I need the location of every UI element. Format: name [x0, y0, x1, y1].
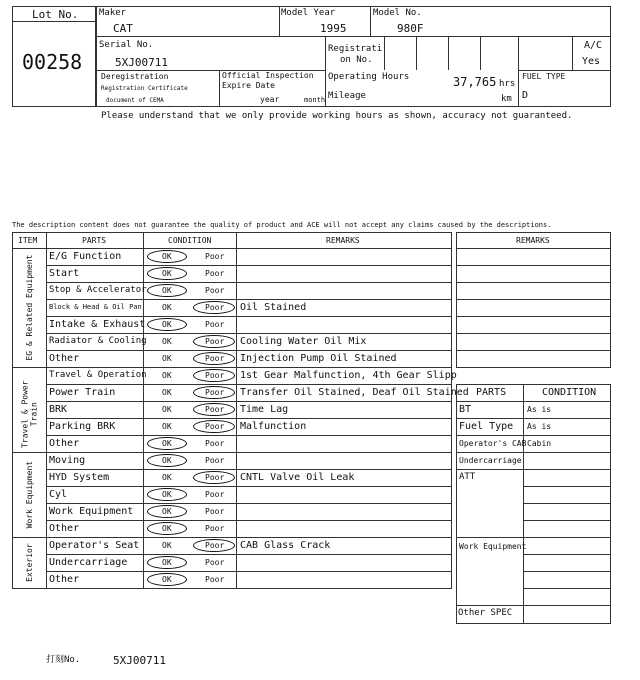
spec-condition-fuel-type: As is — [527, 422, 552, 431]
disclaimer-text: The description content does not guarantee the quality of product and ACE will not accept any claims caused by the descriptions. — [12, 221, 552, 229]
poor-label: Poor — [205, 524, 225, 533]
month-label: month — [304, 96, 326, 104]
registration-label-1: Registrati — [328, 44, 383, 54]
group-label-travel-power-train: Travel & Power Train — [19, 379, 38, 448]
ok-label: OK — [162, 405, 172, 414]
part-other: Other — [49, 438, 80, 449]
part-other: Other — [49, 353, 80, 364]
ok-label: OK — [162, 456, 172, 465]
ok-selected-mark — [147, 522, 187, 535]
ok-label: OK — [162, 303, 172, 312]
maker-label: Maker — [99, 8, 127, 18]
remarks-table-frame — [456, 232, 611, 368]
ok-selected-mark — [147, 454, 187, 467]
mileage-label: Mileage — [328, 91, 366, 101]
part-brk: BRK — [49, 404, 68, 415]
ok-label: OK — [162, 558, 172, 567]
part-intake-exhaust: Intake & Exhaust — [49, 319, 146, 330]
hours-notice: Please understand that we only provide working hours as shown, accuracy not guaranteed. — [101, 111, 573, 121]
operating-hours-value: 37,765 — [453, 75, 497, 89]
poor-label: Poor — [205, 269, 225, 278]
ok-label: OK — [162, 354, 172, 363]
group-label-eg-related-equipment: EG & Related Equipment — [24, 254, 34, 361]
poor-label: Poor — [205, 439, 225, 448]
poor-label: Poor — [205, 473, 225, 482]
poor-label: Poor — [205, 541, 225, 550]
ok-label: OK — [162, 286, 172, 295]
spec-part-bt: BT — [459, 404, 472, 415]
poor-label: Poor — [205, 558, 225, 567]
poor-label: Poor — [205, 320, 225, 329]
stamp-number-label: 打刻No. — [46, 655, 81, 665]
remark-radiator-cooling: Cooling Water Oil Mix — [240, 336, 367, 347]
part-power-train: Power Train — [49, 387, 116, 398]
poor-selected-mark — [193, 301, 235, 314]
ok-selected-mark — [147, 437, 187, 450]
deregistration-label: Deregistration — [101, 72, 169, 81]
spec-part-undercarriage: Undercarriage — [459, 456, 522, 465]
poor-selected-mark — [193, 386, 235, 399]
poor-label: Poor — [205, 337, 225, 346]
spec-part-operators-cab: Operator's CAB — [459, 439, 527, 448]
registration-label-2: on No. — [340, 55, 373, 65]
spec-condition-operators-cab: Cabin — [527, 439, 552, 448]
ok-label: OK — [162, 320, 172, 329]
poor-label: Poor — [205, 354, 225, 363]
ok-label: OK — [162, 337, 172, 346]
ok-label: OK — [162, 269, 172, 278]
ac-value: Yes — [582, 56, 601, 67]
fuel-type-value: D — [522, 90, 529, 101]
ok-label: OK — [162, 388, 172, 397]
part-hyd-system: HYD System — [49, 472, 110, 483]
ok-selected-mark — [147, 250, 187, 263]
part-operator-s-seat: Operator's Seat — [49, 540, 140, 551]
remark-travel-operation: 1st Gear Malfunction, 4th Gear Slipp — [240, 370, 457, 381]
ok-selected-mark — [147, 573, 187, 586]
item-column-header: ITEM — [18, 236, 38, 245]
ok-label: OK — [162, 371, 172, 380]
ok-selected-mark — [147, 488, 187, 501]
stamp-number-value: 5XJ00711 — [113, 654, 166, 667]
registration-certificate-label: Registration Certificate — [101, 85, 188, 92]
remarks2-column-header: REMARKS — [516, 236, 550, 245]
ok-label: OK — [162, 541, 172, 550]
model-year-value: 1995 — [320, 22, 347, 35]
km-unit: km — [501, 94, 512, 104]
remark-power-train: Transfer Oil Stained, Deaf Oil Stained — [240, 387, 469, 398]
part-travel-operation: Travel & Operation — [49, 370, 147, 380]
poor-selected-mark — [193, 403, 235, 416]
part-radiator-cooling: Radiator & Cooling — [49, 336, 147, 346]
poor-selected-mark — [193, 369, 235, 382]
maker-value: CAT — [113, 22, 133, 35]
part-other: Other — [49, 574, 80, 585]
group-label-work-equipment: Work Equipment — [24, 460, 34, 528]
model-no-label: Model No. — [373, 8, 422, 18]
spec-part-fuel-type: Fuel Type — [459, 421, 514, 432]
part-e-g-function: E/G Function — [49, 251, 122, 262]
ok-selected-mark — [147, 556, 187, 569]
remark-hyd-system: CNTL Valve Oil Leak — [240, 472, 355, 483]
part-undercarriage: Undercarriage — [49, 557, 128, 568]
poor-selected-mark — [193, 539, 235, 552]
poor-selected-mark — [193, 335, 235, 348]
poor-label: Poor — [205, 371, 225, 380]
serial-label: Serial No. — [99, 40, 154, 50]
spec-parts-header: PARTS — [476, 387, 507, 398]
part-moving: Moving — [49, 455, 86, 466]
spec-condition-header: CONDITION — [542, 387, 597, 398]
part-parking-brk: Parking BRK — [49, 421, 116, 432]
poor-label: Poor — [205, 575, 225, 584]
inspection-label-2: Expire Date — [222, 81, 275, 90]
poor-selected-mark — [193, 420, 235, 433]
ok-label: OK — [162, 422, 172, 431]
ok-selected-mark — [147, 318, 187, 331]
inspection-label-1: Official Inspection — [222, 71, 314, 80]
part-stop-accelerator: Stop & Accelerator — [49, 285, 147, 295]
poor-label: Poor — [205, 422, 225, 431]
poor-label: Poor — [205, 252, 225, 261]
ok-selected-mark — [147, 284, 187, 297]
year-label: year — [260, 95, 280, 104]
poor-label: Poor — [205, 490, 225, 499]
model-no-value: 980F — [397, 22, 424, 35]
poor-selected-mark — [193, 352, 235, 365]
document-of-cema-label: document of CEMA — [106, 97, 164, 104]
ok-label: OK — [162, 507, 172, 516]
poor-label: Poor — [205, 456, 225, 465]
hrs-unit: hrs — [499, 79, 516, 89]
spec-other-spec: Other SPEC — [458, 608, 513, 618]
remark-brk: Time Lag — [240, 404, 289, 415]
lot-label: Lot No. — [32, 8, 79, 21]
remark-other: Injection Pump Oil Stained — [240, 353, 397, 364]
spec-condition-bt: As is — [527, 405, 552, 414]
ok-label: OK — [162, 524, 172, 533]
poor-selected-mark — [193, 471, 235, 484]
poor-label: Poor — [205, 405, 225, 414]
model-year-label: Model Year — [281, 8, 336, 18]
serial-value: 5XJ00711 — [115, 56, 168, 69]
part-work-equipment: Work Equipment — [49, 506, 134, 517]
poor-label: Poor — [205, 286, 225, 295]
part-other: Other — [49, 523, 80, 534]
ok-label: OK — [162, 439, 172, 448]
remark-parking-brk: Malfunction — [240, 421, 307, 432]
spec-work-equipment: Work Equipment — [459, 542, 527, 551]
poor-label: Poor — [205, 507, 225, 516]
group-label-exterior: Exterior — [24, 542, 34, 582]
ok-label: OK — [162, 252, 172, 261]
remark-operator-s-seat: CAB Glass Crack — [240, 540, 331, 551]
ok-selected-mark — [147, 505, 187, 518]
part-block-head-oil-pan: Block & Head & Oil Pan — [49, 303, 142, 311]
ok-selected-mark — [147, 267, 187, 280]
poor-label: Poor — [205, 303, 225, 312]
parts-column-header: PARTS — [82, 236, 107, 245]
spec-part-att: ATT — [459, 472, 476, 482]
ok-label: OK — [162, 575, 172, 584]
fuel-type-label: FUEL TYPE — [522, 72, 566, 81]
ok-label: OK — [162, 490, 172, 499]
ac-label: A/C — [584, 40, 603, 51]
condition-column-header: CONDITION — [168, 236, 212, 245]
part-start: Start — [49, 268, 80, 279]
remark-block-head-oil-pan: Oil Stained — [240, 302, 307, 313]
lot-number: 00258 — [22, 50, 83, 74]
remarks-column-header: REMARKS — [326, 236, 360, 245]
poor-label: Poor — [205, 388, 225, 397]
operating-hours-label: Operating Hours — [328, 72, 410, 82]
ok-label: OK — [162, 473, 172, 482]
part-cyl: Cyl — [49, 489, 68, 500]
